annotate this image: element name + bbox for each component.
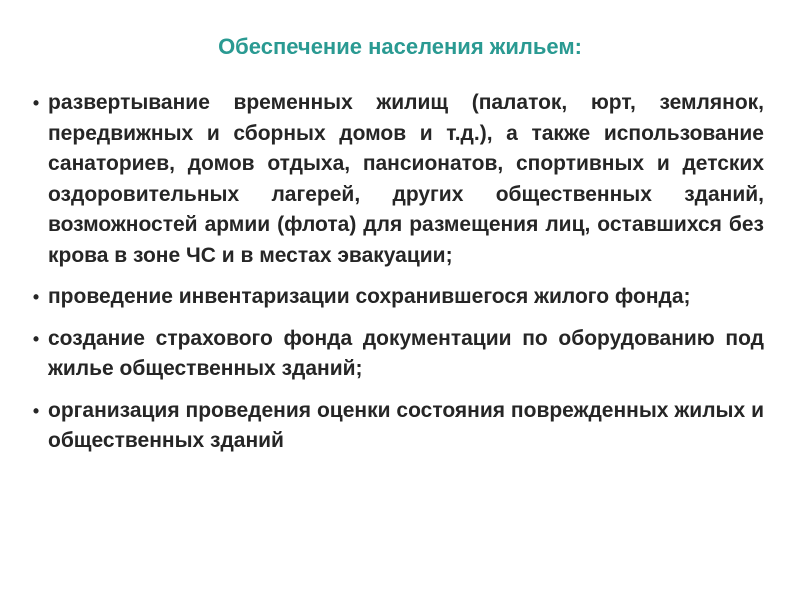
list-item-text: развертывание временных жилищ (палаток, юрт, землянок, передвижных и сборных домов и т.д.), а также использование санаториев, домов отдыха, пансионатов, спортивных и детских оздоровительных лагерей, других общественных зданий, возможностей армии (флота) для размещения лиц, оставшихся без крова в зоне ЧС и в местах эвакуации; bbox=[48, 91, 764, 267]
slide-title: Обеспечение населения жильем: bbox=[218, 34, 582, 59]
bullet-icon: • bbox=[32, 287, 40, 307]
list-item-text: проведение инвентаризации сохранившегося жилого фонда; bbox=[48, 285, 691, 308]
list-item bbox=[30, 88, 764, 271]
list-item bbox=[30, 282, 764, 313]
bullet-icon: • bbox=[32, 328, 40, 349]
list-item bbox=[30, 396, 764, 457]
bullet-icon: • bbox=[32, 93, 40, 113]
list-item-text: создание страхового фонда документации по оборудованию под жилье общественных зданий; bbox=[48, 326, 764, 380]
bullet-icon: • bbox=[32, 400, 40, 421]
bullet-list bbox=[30, 88, 764, 457]
list-item bbox=[30, 324, 764, 385]
list-item-text: организация проведения оценки состояния поврежденных жилых и общественных зданий bbox=[48, 398, 764, 452]
